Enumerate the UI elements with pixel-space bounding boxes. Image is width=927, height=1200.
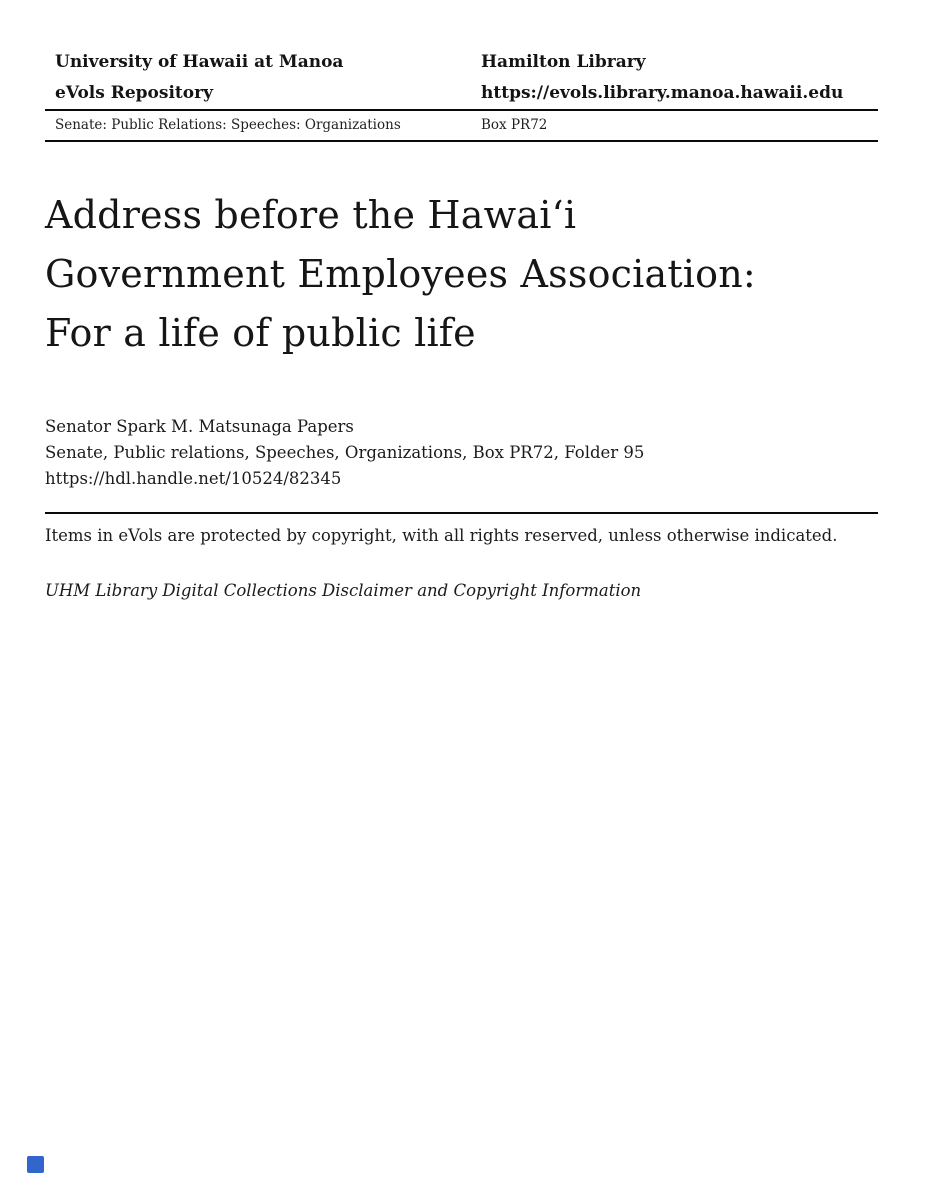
document-title-line-2: Government Employees Association:	[45, 252, 756, 296]
copyright-statement: Items in eVols are protected by copyright, with all rights reserved, unless otherwise indicated.	[45, 526, 838, 545]
repository-url-link[interactable]: https://evols.library.manoa.hawaii.edu	[481, 83, 844, 103]
document-title-line-1: Address before the Hawaiʻi	[45, 193, 577, 237]
footer-divider-rule	[45, 512, 878, 514]
repository-name: eVols Repository	[55, 83, 213, 103]
item-metadata	[45, 414, 878, 492]
blue-square-marker	[27, 1156, 44, 1173]
box-label: Box PR72	[481, 117, 548, 133]
header-sub-row	[45, 111, 878, 142]
document-title	[45, 186, 845, 363]
collection-name: Senator Spark M. Matsunaga Papers	[45, 417, 354, 436]
disclaimer-link[interactable]: UHM Library Digital Collections Disclaimer and Copyright Information	[45, 581, 642, 600]
institution-name: University of Hawaii at Manoa	[55, 52, 344, 72]
header-main-rows	[45, 47, 878, 111]
handle-url-link[interactable]: https://hdl.handle.net/10524/82345	[45, 469, 342, 488]
repository-header	[45, 47, 878, 142]
library-name: Hamilton Library	[481, 52, 646, 72]
document-title-line-3: For a life of public life	[45, 311, 476, 355]
series-breadcrumb: Senate: Public Relations: Speeches: Organizations	[55, 117, 401, 133]
collection-location: Senate, Public relations, Speeches, Organizations, Box PR72, Folder 95	[45, 443, 645, 462]
